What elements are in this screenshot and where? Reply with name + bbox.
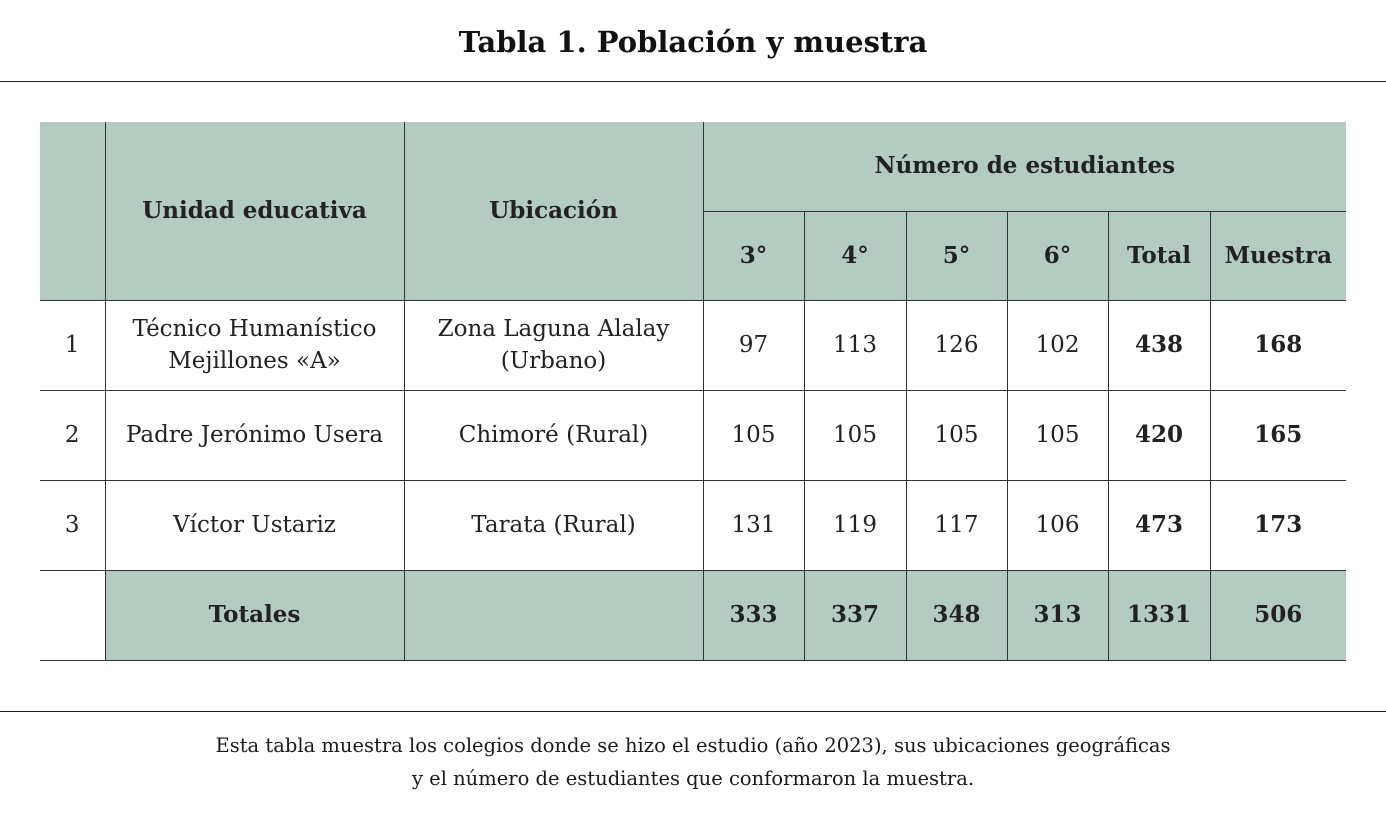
totals-sample: 506 — [1210, 570, 1346, 660]
row-unit-line1: Técnico Humanístico — [132, 316, 377, 342]
header-index — [40, 122, 105, 300]
row-location: Tarata (Rural) — [404, 480, 703, 570]
row-sample: 168 — [1210, 300, 1346, 390]
row-grade-6: 106 — [1007, 480, 1108, 570]
row-grade-3: 97 — [703, 300, 804, 390]
row-total: 473 — [1108, 480, 1210, 570]
row-grade-6: 102 — [1007, 300, 1108, 390]
totals-grade-6: 313 — [1007, 570, 1108, 660]
row-grade-6: 105 — [1007, 390, 1108, 480]
row-location — [404, 300, 703, 390]
row-grade-4: 105 — [804, 390, 906, 480]
row-grade-3: 131 — [703, 480, 804, 570]
top-rule — [0, 81, 1386, 82]
caption-line2: y el número de estudiantes que conformaron la muestra. — [411, 767, 975, 790]
row-index: 2 — [40, 390, 105, 480]
row-grade-5: 105 — [906, 390, 1007, 480]
caption-line1: Esta tabla muestra los colegios donde se hizo el estudio (año 2023), sus ubicaciones geográficas — [215, 734, 1171, 757]
table-row — [40, 300, 1346, 390]
header-sample: Muestra — [1210, 211, 1346, 300]
row-location: Chimoré (Rural) — [404, 390, 703, 480]
header-grade-6: 6° — [1007, 211, 1108, 300]
totals-grade-3: 333 — [703, 570, 804, 660]
table-title: Tabla 1. Población y muestra — [458, 25, 928, 59]
table-row — [40, 390, 1346, 480]
row-grade-5: 126 — [906, 300, 1007, 390]
header-grade-4: 4° — [804, 211, 906, 300]
row-grade-5: 117 — [906, 480, 1007, 570]
row-unit-line2: Mejillones «A» — [168, 348, 341, 374]
totals-location-cell — [404, 570, 703, 660]
header-grade-5: 5° — [906, 211, 1007, 300]
header-student-count: Número de estudiantes — [703, 122, 1346, 211]
row-unit: Padre Jerónimo Usera — [105, 390, 404, 480]
totals-grade-5: 348 — [906, 570, 1007, 660]
row-grade-4: 119 — [804, 480, 906, 570]
table-row — [40, 480, 1346, 570]
population-table — [40, 122, 1346, 661]
bottom-rule — [0, 711, 1386, 712]
totals-grade-4: 337 — [804, 570, 906, 660]
row-sample: 173 — [1210, 480, 1346, 570]
row-total: 420 — [1108, 390, 1210, 480]
totals-label: Totales — [105, 570, 404, 660]
row-location-line1: Zona Laguna Alalay — [437, 316, 670, 342]
totals-total: 1331 — [1108, 570, 1210, 660]
totals-row — [40, 570, 1346, 660]
row-location-line2: (Urbano) — [500, 348, 607, 374]
header-location: Ubicación — [404, 122, 703, 300]
header-grade-3: 3° — [703, 211, 804, 300]
row-index: 1 — [40, 300, 105, 390]
header-unit: Unidad educativa — [105, 122, 404, 300]
table-caption — [0, 729, 1386, 795]
totals-index-cell — [40, 570, 105, 660]
row-index: 3 — [40, 480, 105, 570]
row-unit: Víctor Ustariz — [105, 480, 404, 570]
row-grade-3: 105 — [703, 390, 804, 480]
header-total: Total — [1108, 211, 1210, 300]
row-grade-4: 113 — [804, 300, 906, 390]
row-total: 438 — [1108, 300, 1210, 390]
row-unit — [105, 300, 404, 390]
row-sample: 165 — [1210, 390, 1346, 480]
